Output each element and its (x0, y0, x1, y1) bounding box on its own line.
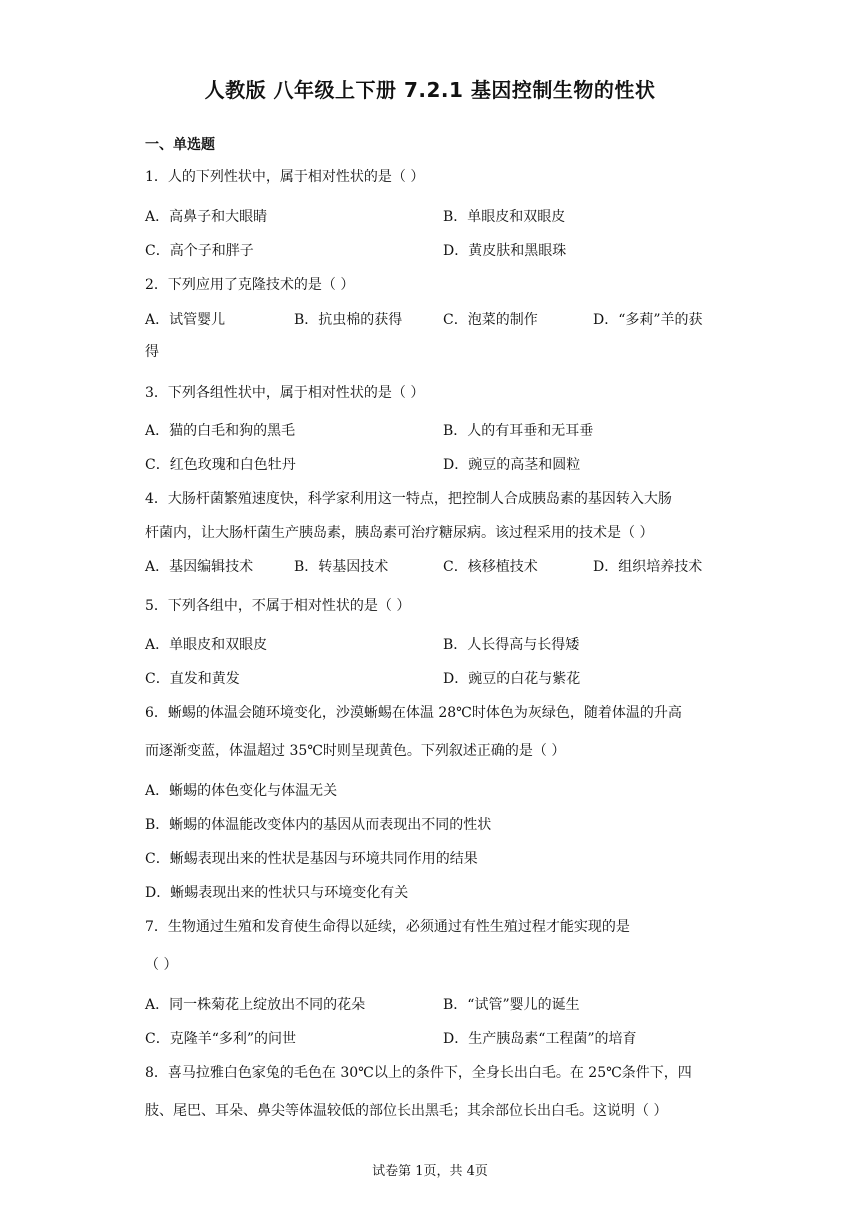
question-8-stem-line-2: 肢、尾巴、耳朵、鼻尖等体温较低的部位长出黑毛；其余部位长出白毛。这说明（ ） (145, 1103, 668, 1119)
q6-option-b: B．蜥蜴的体温能改变体内的基因从而表现出不同的性状 (145, 817, 492, 833)
q7-option-d: D．生产胰岛素“工程菌”的培育 (443, 1031, 637, 1047)
question-3-stem: 3．下列各组性状中，属于相对性状的是（ ） (145, 385, 425, 401)
q6-option-d: D．蜥蜴表现出来的性状只与环境变化有关 (145, 885, 409, 901)
question-8-stem-line-1: 8．喜马拉雅白色家兔的毛色在 30℃以上的条件下，全身长出白毛。在 25℃条件下，四 (145, 1065, 692, 1081)
q4-option-a: A．基因编辑技术 (145, 559, 254, 575)
q2-option-d: D．“多莉”羊的获 (593, 312, 703, 328)
q6-option-a: A．蜥蜴的体色变化与体温无关 (145, 783, 338, 799)
q1-option-a: A．高鼻子和大眼睛 (145, 209, 268, 225)
q6-option-c: C．蜥蜴表现出来的性状是基因与环境共同作用的结果 (145, 851, 478, 867)
q5-option-a: A．单眼皮和双眼皮 (145, 637, 268, 653)
question-7-stem-line-1: 7．生物通过生殖和发育使生命得以延续，必须通过有性生殖过程才能实现的是 (145, 919, 630, 935)
question-4-stem-line-1: 4．大肠杆菌繁殖速度快，科学家利用这一特点，把控制人合成胰岛素的基因转入大肠 (145, 491, 672, 507)
q2-option-b: B．抗虫棉的获得 (294, 312, 403, 328)
question-6-stem-line-1: 6．蜥蜴的体温会随环境变化，沙漠蜥蜴在体温 28℃时体色为灰绿色，随着体温的升高 (145, 705, 682, 721)
q5-option-c: C．直发和黄发 (145, 671, 240, 687)
q7-option-c: C．克隆羊“多利”的问世 (145, 1031, 297, 1047)
section-heading: 一、单选题 (145, 137, 215, 153)
question-6-stem-line-2: 而逐渐变蓝，体温超过 35℃时则呈现黄色。下列叙述正确的是（ ） (145, 743, 566, 759)
q2-option-a: A．试管婴儿 (145, 312, 226, 328)
q7-option-b: B．“试管”婴儿的诞生 (443, 997, 580, 1013)
q5-option-d: D．豌豆的白花与紫花 (443, 671, 581, 687)
q3-option-c: C．红色玫瑰和白色牡丹 (145, 457, 296, 473)
q5-option-b: B．人长得高与长得矮 (443, 637, 580, 653)
q4-option-b: B．转基因技术 (294, 559, 389, 575)
q1-option-b: B．单眼皮和双眼皮 (443, 209, 566, 225)
page-footer: 试卷第 1页，共 4页 (372, 1164, 488, 1179)
q3-option-d: D．豌豆的高茎和圆粒 (443, 457, 581, 473)
q1-option-c: C．高个子和胖子 (145, 243, 254, 259)
q4-option-d: D．组织培养技术 (593, 559, 703, 575)
q4-option-c: C．核移植技术 (443, 559, 538, 575)
q1-option-d: D．黄皮肤和黑眼珠 (443, 243, 567, 259)
q3-option-a: A．猫的白毛和狗的黑毛 (145, 423, 296, 439)
question-7-stem-line-2: （ ） (145, 957, 178, 973)
question-4-stem-line-2: 杆菌内，让大肠杆菌生产胰岛素，胰岛素可治疗糖尿病。该过程采用的技术是（ ） (145, 525, 654, 541)
q3-option-b: B．人的有耳垂和无耳垂 (443, 423, 594, 439)
question-5-stem: 5．下列各组中，不属于相对性状的是（ ） (145, 598, 411, 614)
q2-option-d-continued: 得 (145, 344, 159, 360)
page-title: 人教版 八年级上下册 7.2.1 基因控制生物的性状 (204, 78, 656, 102)
q2-option-c: C．泡菜的制作 (443, 312, 538, 328)
q7-option-a: A．同一株菊花上绽放出不同的花朵 (145, 997, 366, 1013)
question-1-stem: 1．人的下列性状中，属于相对性状的是（ ） (145, 169, 425, 185)
question-2-stem: 2．下列应用了克隆技术的是（ ） (145, 277, 355, 293)
